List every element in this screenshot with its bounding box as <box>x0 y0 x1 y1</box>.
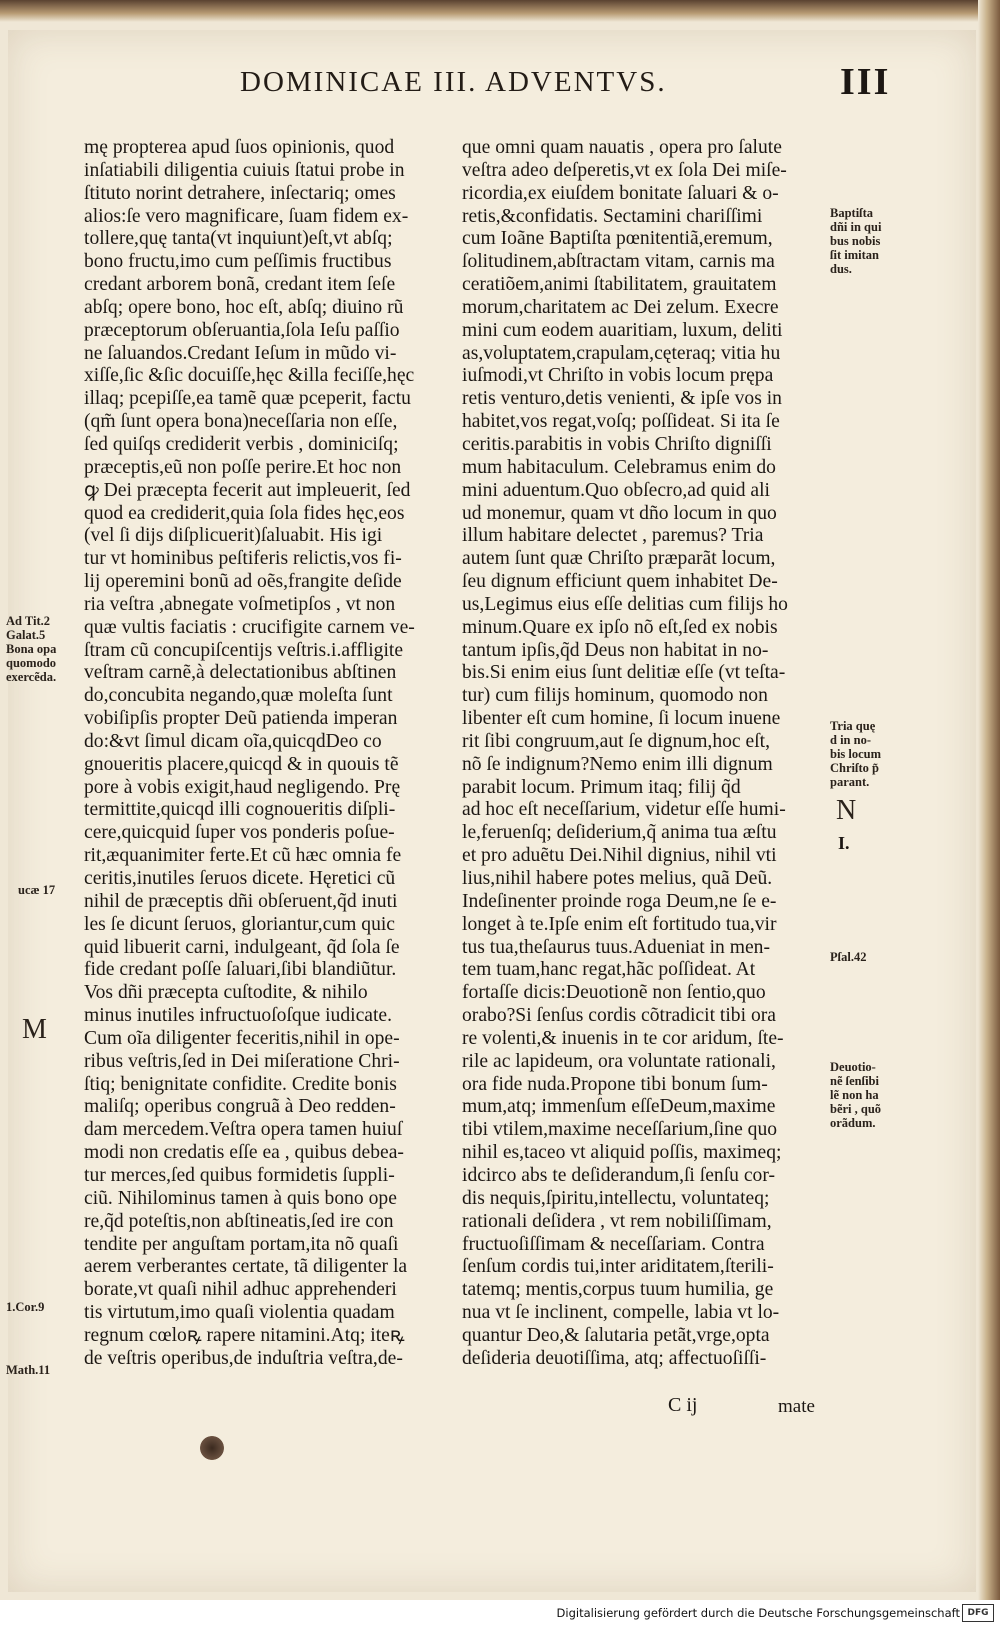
text-line: ſeu dignum efficiunt quem inhabitet De- <box>462 571 778 593</box>
text-line: bis.Si enim eius ſunt delitiæ eſſe (vt teſta- <box>462 662 786 684</box>
text-line: ora fide nuda.Propone tibi bonum ſum- <box>462 1073 768 1095</box>
text-line: modi non credatis eſſe ea , quibus debea- <box>84 1142 404 1164</box>
margin-note-line: Chriſto p̃ <box>830 761 879 775</box>
text-line: ne ſaluandos.Credant Ieſum in mũdo vi- <box>84 342 397 364</box>
text-line: tendite per anguſtam portam,ita nõ quaſi <box>84 1233 399 1255</box>
text-line: regnum cœloꝶ rapere nitamini.Atq; iteꝶ <box>84 1324 405 1346</box>
text-line: ricordia,ex eiuſdem bonitate ſaluari & o- <box>462 182 779 204</box>
text-line: ud monemur, quam vt dño locum in quo <box>462 502 777 524</box>
text-line: mum,atq; immenſum eſſeDeum,maxime <box>462 1096 776 1118</box>
margin-note-tria <box>830 719 881 789</box>
text-line: pore à vobis exigit,haud negligendo. Prę <box>84 776 401 798</box>
scan-edge-top <box>0 0 1000 22</box>
ink-stain <box>200 1436 224 1460</box>
text-line: fructuoſiſſimam & neceſſariam. Contra <box>462 1233 765 1255</box>
text-line: rit ſibi congruum,aut ſe dignum,hoc eſt, <box>462 730 770 752</box>
text-line: ceratiõem,animi ſtabilitatem, grauitatem <box>462 274 777 296</box>
text-line: præceptorum obſeruantia,ſola Ieſu paſſio <box>84 319 400 341</box>
margin-note-luca: ucæ 17 <box>18 883 56 897</box>
margin-note-baptista <box>830 206 881 276</box>
text-line: nua vt ſe inclinent, compelle, labia vt lo- <box>462 1302 780 1324</box>
text-line: gnoueritis placere,quicqd & in quouis tẽ <box>84 753 399 775</box>
text-line: ciũ. Nihilominus tamen à quis bono ope <box>84 1187 397 1209</box>
text-line: fortaſſe dicis:Deuotionẽ non ſentio,quo <box>462 982 766 1004</box>
text-line: vobiſipſis propter Deũ patienda imperan <box>84 708 398 730</box>
text-line: tus tua,theſaurus tuus.Adueniat in men- <box>462 936 770 958</box>
signature-mark: C ij <box>668 1394 698 1416</box>
margin-note-line: exercẽda. <box>6 670 57 684</box>
dfg-logo: DFG <box>962 1604 994 1622</box>
text-line: Vos dñi præcepta cuſtodite, & nihilo <box>84 982 368 1004</box>
margin-note-ad-tit <box>6 614 56 684</box>
text-line: termittite,quicqd illi cognoueritis diſpli- <box>84 799 396 821</box>
text-line: us,Legimus eius eſſe delitias cum filijs ho <box>462 593 788 615</box>
text-line: ſolitudinem,abſtractam vitam, carnis ma <box>462 251 775 273</box>
margin-note-line: Galat.5 <box>6 628 46 642</box>
margin-note-line: bis locum <box>830 747 882 761</box>
margin-note-psal: Pſal.42 <box>830 950 867 964</box>
text-line: xiſſe,ſic &ſic docuiſſe,hęc &illa feciſſe,hęc <box>84 365 415 387</box>
text-line: Indeſinenter proinde roga Deum,ne ſe e- <box>462 890 777 912</box>
text-line: tantum ipſis,q̃d Deus non habitat in no- <box>462 639 769 661</box>
text-line: præceptis,eũ non poſſe perire.Et hoc non <box>84 456 402 478</box>
text-line: ria veſtra ,abnegate voſmetipſos , vt non <box>84 593 396 615</box>
text-line: (qm̃ ſunt opera bona)neceſſaria non eſſe, <box>84 411 398 433</box>
text-line: deſideria deuotiſſima, atq; affectuoſiſſi- <box>462 1347 767 1369</box>
text-line: nihil es,taceo vt aliquid poſſis, maximeq; <box>462 1142 782 1164</box>
margin-note-line: lẽ non ha <box>830 1088 879 1102</box>
text-line: cere,quicquid ſuper vos ponderis poſue- <box>84 822 395 844</box>
text-line: lij operemini bonũ ad oẽs,frangite deſide <box>84 571 402 593</box>
margin-note-line: Deuotio- <box>830 1060 876 1074</box>
text-line: alios:ſe vero magnificare, ſuam fidem ex- <box>84 205 409 227</box>
text-line: minum.Quare ex ipſo nõ eſt,ſed ex nobis <box>462 616 778 638</box>
text-line: tollere,quę tanta(vt inquiunt)eſt,vt abſq; <box>84 228 393 250</box>
text-line: do:&vt ſimul dicam oĩa,quicqdDeo co <box>84 730 382 752</box>
text-line: ſenſum cordis tui,inter ariditatem,ſterili- <box>462 1256 774 1278</box>
margin-note-line: dñi in qui <box>830 220 882 234</box>
text-line: credant arborem bonã, credant item ſeſe <box>84 274 396 296</box>
section-letter-n: N <box>836 795 857 826</box>
text-line: nihil de præceptis dñi obſeruent,q̃d inuti <box>84 890 398 912</box>
text-line: bono fructu,imo cum peſſimis fructibus <box>84 251 392 273</box>
text-line: rit,æquanimiter ferte.Et cũ hæc omnia fe <box>84 845 402 867</box>
text-line: ceritis,inutiles ſeruos dicete. Hęretici cũ <box>84 868 396 889</box>
footer-credit: Digitalisierung gefördert durch die Deutsche Forschungsgemeinschaft <box>556 1606 960 1620</box>
text-line: as,voluptatem,crapulam,cęteraq; vitia hu <box>462 342 781 364</box>
text-line: iuſmodi,vt Chriſto in vobis locum prępa <box>462 365 774 387</box>
text-line: quæ vultis faciatis : crucifigite carnem ve- <box>84 616 415 638</box>
text-line: libenter eſt cum homine, ſi locum inuene <box>462 708 781 730</box>
text-line: parabit locum. Primum itaq; filij q̃d <box>462 776 741 798</box>
text-line: quod ea crediderit,quia ſola fides hęc,eos <box>84 502 405 524</box>
text-line: cum Ioãne Baptiſta pœnitentiã,eremum, <box>462 228 773 250</box>
text-line: ſed quiſqs crediderit verbis , dominiciſq; <box>84 433 399 455</box>
text-line: ſtram cũ concupiſcentijs veſtris.i.affligite <box>84 639 404 661</box>
catchword: mate <box>778 1396 815 1417</box>
text-line: quantur Deo,& ſalutaria petãt,vrge,opta <box>462 1324 770 1346</box>
margin-note-line: ſit imitan <box>830 248 879 262</box>
text-line: ceritis.parabitis in vobis Chriſto digniſſi <box>462 433 772 455</box>
text-line: morum,charitatem ac Dei zelum. Execre <box>462 296 779 318</box>
text-line: habitet,vos regat,voſq; poſſideat. Si ita ſe <box>462 411 780 433</box>
folio-number: III <box>840 61 891 103</box>
text-line: inſatiabili diligentia cuiuis ſtatui probe in <box>84 159 405 181</box>
text-line: tis virtutum,imo quaſi violentia quadam <box>84 1302 395 1324</box>
text-line: dam mercedem.Veſtra opera tamen huiuſ <box>84 1119 403 1141</box>
text-line: tibi vtilem,maxime neceſſarium,ſine quo <box>462 1119 778 1141</box>
text-line: ſtituto norint detrahere, inſectariq; omes <box>84 182 396 204</box>
text-line: abſq; opere bono, hoc eſt, abſq; diuino rũ <box>84 296 404 318</box>
margin-note-cor: 1.Cor.9 <box>6 1300 45 1314</box>
section-number-i: I. <box>838 833 850 853</box>
text-line: lius,nihil habere potes melius, quã Deũ. <box>462 868 773 889</box>
text-line: tur vt hominibus peſtiferis relictis,vos fi- <box>84 548 402 570</box>
margin-note-line: Bona opa <box>6 642 57 656</box>
text-line: retis,&confidatis. Sectamini chariſſimi <box>462 205 763 227</box>
text-line: longet à te.Ipſe enim eſt fortitudo tua,vir <box>462 913 777 935</box>
text-line: le,feruenſq; deſiderium,q̃ anima tua æſtu <box>462 822 777 844</box>
text-line: minus inutiles infructuoſoſque iudicate. <box>84 1005 392 1027</box>
text-line: nõ ſe indignum?Nemo enim illi dignum <box>462 753 773 775</box>
margin-note-line: Baptiſta <box>830 206 874 220</box>
text-line: ad hoc eſt neceſſarium, videtur eſſe humi- <box>462 799 786 821</box>
text-line: mini aduentum.Quo obſecro,ad quid ali <box>462 479 770 501</box>
text-line: quid libuerit carni, indulgeant, q̃d ſola ſe <box>84 936 400 958</box>
left-text-column <box>84 137 440 1371</box>
margin-note-deuotio <box>830 1060 881 1130</box>
section-letter-m: M <box>22 1014 47 1045</box>
text-line: orabo?Si ſenſus cordis cõtradicit tibi ora <box>462 1005 776 1027</box>
text-line: tatemq; mentis,corpus tuum humilia, ge <box>462 1279 774 1301</box>
text-line: dis nequis,ſpiritu,intellectu, voluntateq; <box>462 1187 770 1209</box>
margin-note-line: bẽri , quõ <box>830 1102 882 1116</box>
text-line: re,q̃d poteſtis,non abſtineatis,ſed ire con <box>84 1210 394 1232</box>
text-line: (vel ſi dijs diſplicuerit)ſaluabit. His igi <box>84 525 383 547</box>
text-line: tem tuam,hanc regat,hãc poſſideat. At <box>462 959 756 981</box>
margin-note-line: dus. <box>830 262 852 276</box>
text-line: illum habitare delectet , paremus? Tria <box>462 525 764 547</box>
text-line: les ſe dicunt ſeruos, gloriantur,cum quic <box>84 913 396 935</box>
margin-note-line: nẽ ſenſibi <box>830 1074 879 1088</box>
text-line: tur) cum filijs hominum, quomodo non <box>462 685 768 707</box>
text-line: Cum oĩa diligenter feceritis,nihil in ope- <box>84 1027 400 1049</box>
margin-note-line: parant. <box>830 775 870 789</box>
text-line: borate,vt quaſi nihil adhuc apprehenderi <box>84 1279 397 1301</box>
text-line: aerem verberantes certate, tã diligenter la <box>84 1256 408 1278</box>
text-line: de veſtris operibus,de induſtria veſtra,de- <box>84 1347 403 1369</box>
text-line: rile ac lapideum, ora voluntate rationali, <box>462 1050 776 1072</box>
text-line: que omni quam nauatis , opera pro ſalute <box>462 137 782 158</box>
running-head: DOMINICAE III. ADVENTVS. <box>240 66 667 98</box>
margin-note-line: d in no- <box>830 733 871 747</box>
text-line: mę propterea apud ſuos opinionis, quod <box>84 137 395 158</box>
text-line: veſtra adeo deſperetis,vt ex ſola Dei miſe- <box>462 159 787 181</box>
text-line: veſtram carnẽ,à delectationibus abſtinen <box>84 662 397 684</box>
text-line: ribus veſtris,ſed in Dei miſeratione Chri- <box>84 1050 400 1072</box>
text-line: mini cum eodem auaritiam, luxum, deliti <box>462 319 783 341</box>
margin-note-line: quomodo <box>6 656 57 670</box>
text-line: ſtiq; benignitate confidite. Credite bonis <box>84 1073 397 1095</box>
text-line: re volenti,& inuenis in te cor aridum, ſte- <box>462 1027 784 1049</box>
text-line: autem ſunt quæ Chriſto præparãt locum, <box>462 548 776 570</box>
margin-note-math: Math.11 <box>6 1363 51 1377</box>
text-line: tur merces,ſed quibus formidetis ſuppli- <box>84 1164 395 1186</box>
right-text-column <box>462 137 824 1371</box>
text-line: idcirco abs te deſiderandum,ſi ſenſu cor- <box>462 1164 775 1186</box>
text-line: fide credant poſſe ſaluari,ſibi blandiũtur. <box>84 959 397 981</box>
margin-note-line: Tria quę <box>830 719 876 733</box>
scan-edge-right <box>978 0 1000 1627</box>
text-line: ꝙ Dei præcepta fecerit aut impleuerit, ſed <box>84 479 411 501</box>
text-line: maliſq; operibus congruã à Deo redden- <box>84 1096 396 1118</box>
text-line: illaq; pcepiſſe,ea tamẽ quæ pceperit, factu <box>84 388 411 410</box>
margin-note-line: orãdum. <box>830 1116 876 1130</box>
margin-note-line: bus nobis <box>830 234 881 248</box>
text-line: retis venturo,detis venienti, & ipſe vos in <box>462 388 782 410</box>
text-line: et pro aduẽtu Dei.Nihil dignius, nihil vti <box>462 845 777 867</box>
text-line: mum habitaculum. Celebramus enim do <box>462 456 776 478</box>
text-line: rationali deſidera , vt rem nobiliſſimam, <box>462 1210 772 1232</box>
margin-note-line: Ad Tit.2 <box>6 614 51 628</box>
text-line: do,concubita negando,quæ moleſta ſunt <box>84 685 393 707</box>
